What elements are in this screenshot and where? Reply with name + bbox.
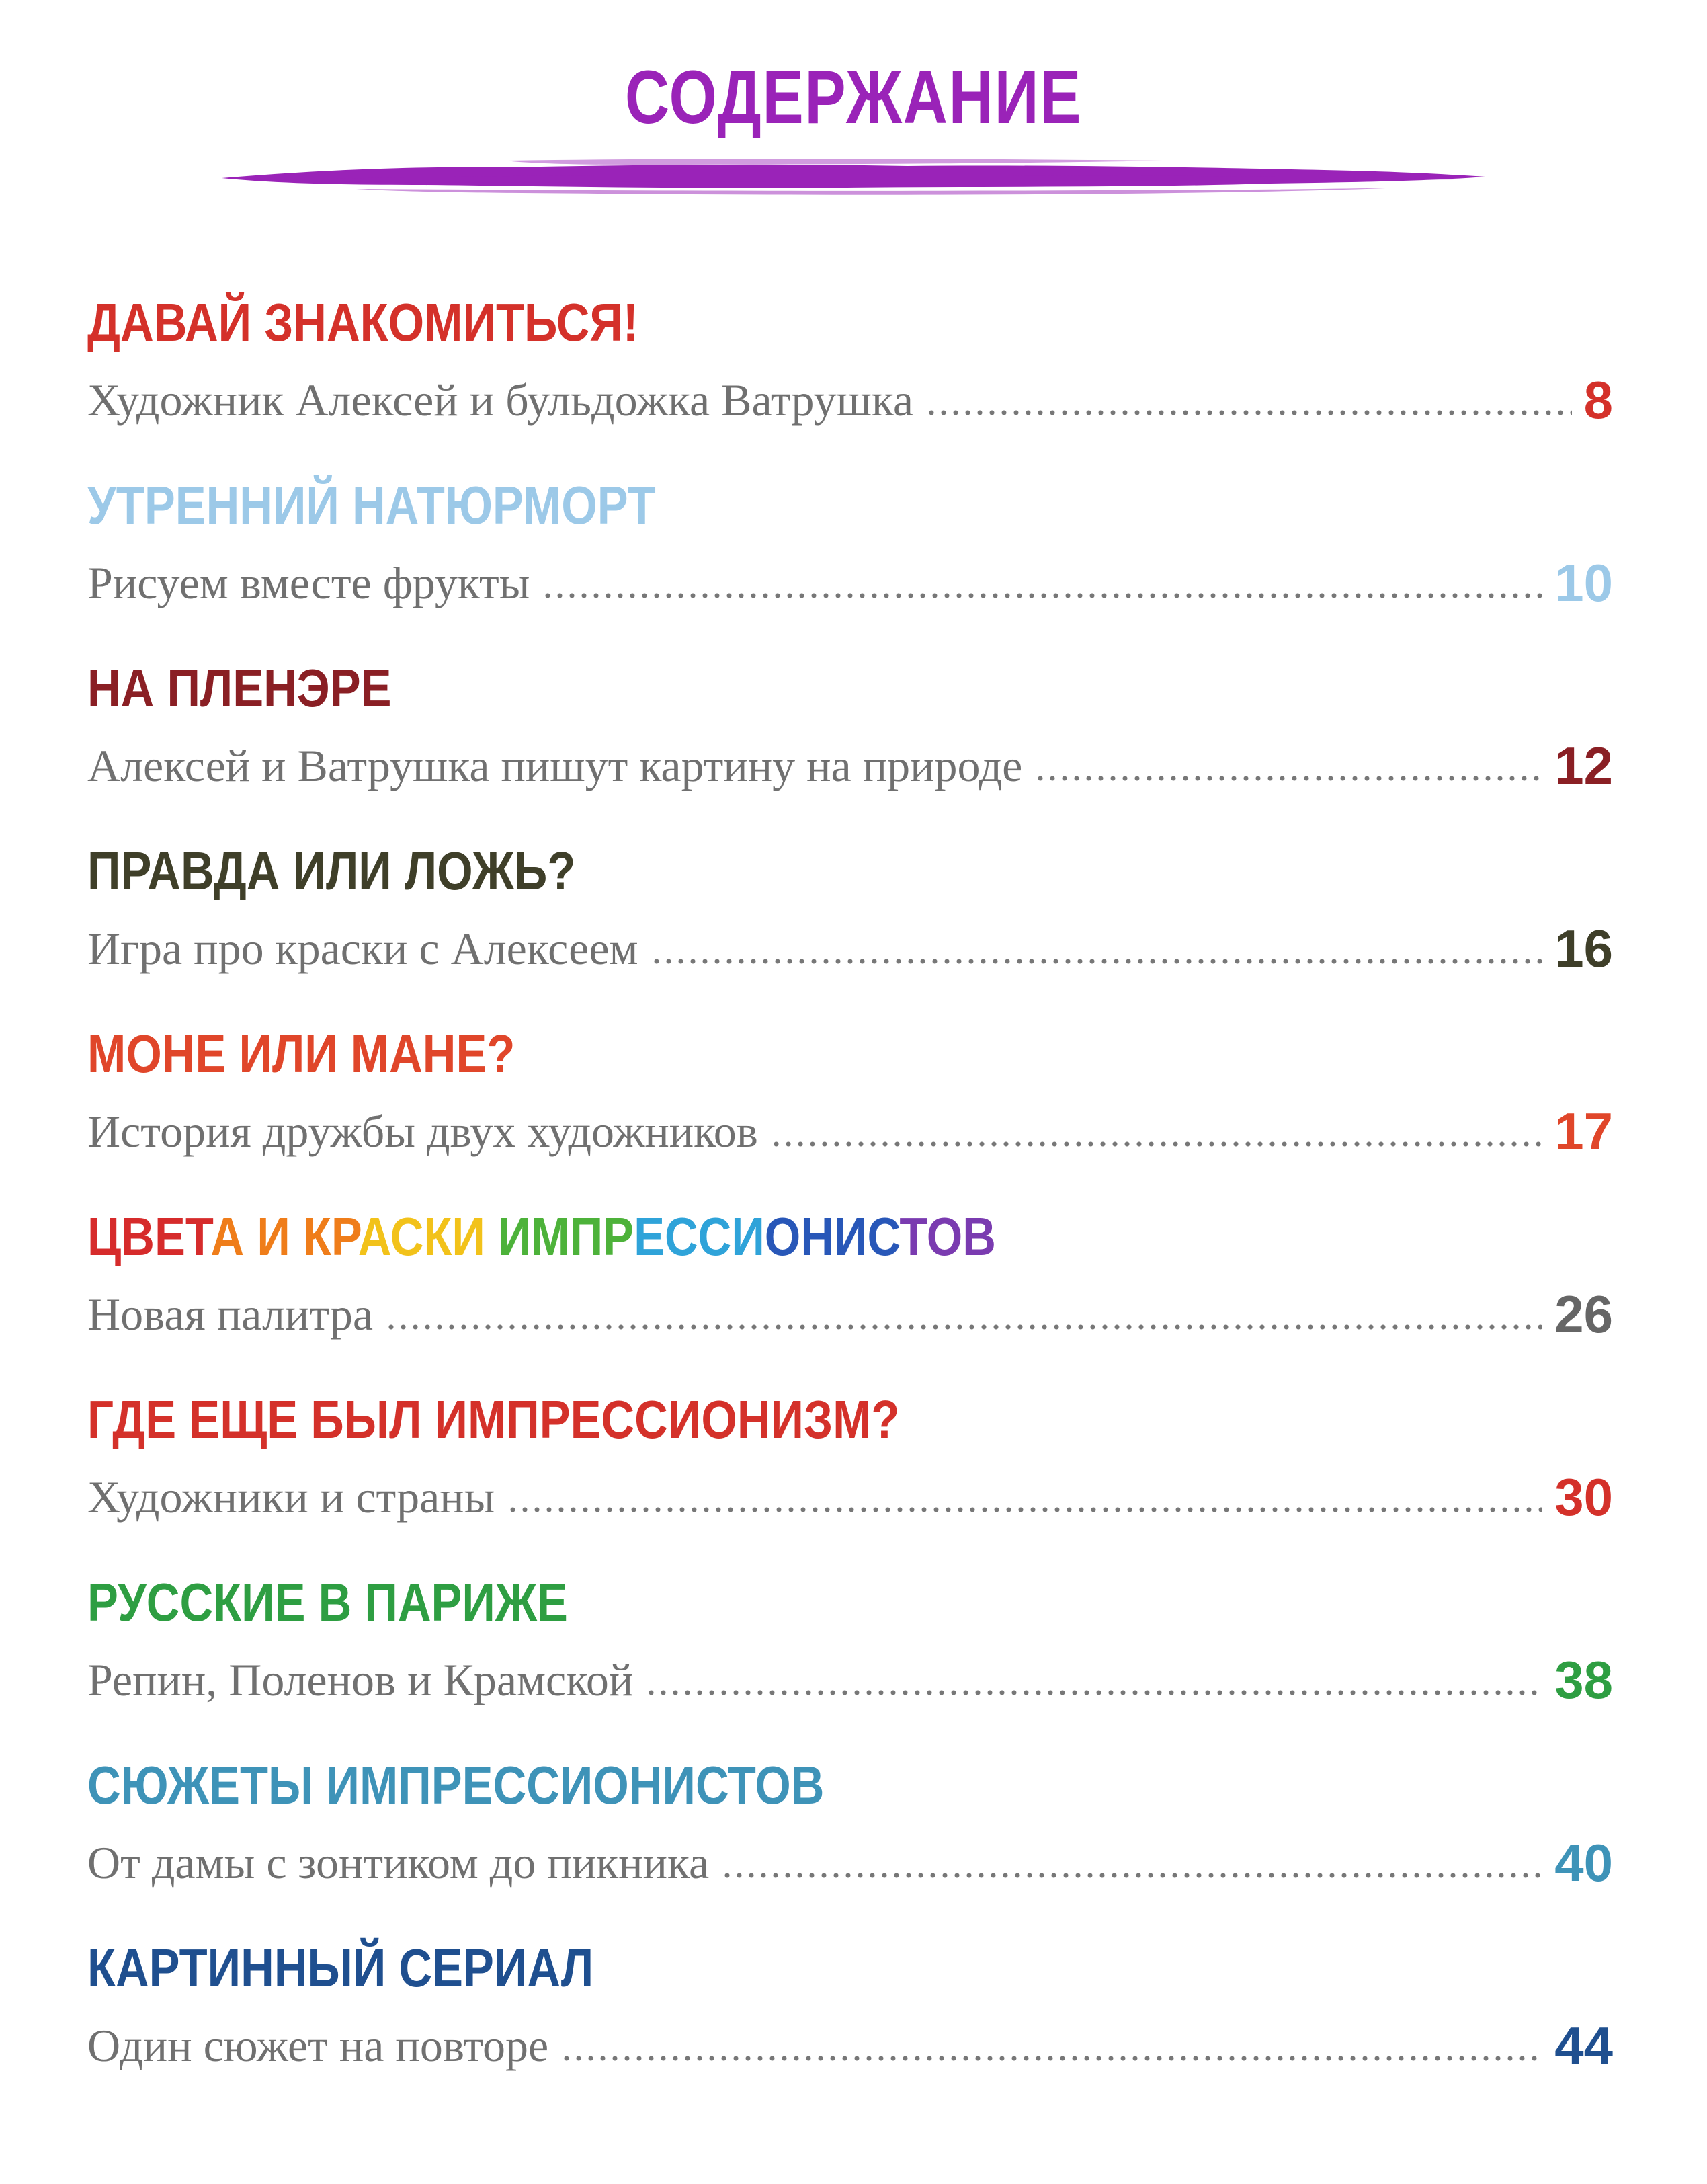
page-number: 8 [1583,370,1613,430]
section-line [87,366,1613,434]
section-title: ПРАВДА ИЛИ ЛОЖЬ? [87,841,576,901]
section-subtitle: Один сюжет на повторе [87,2020,549,2071]
toc-entry[interactable] [87,1935,1613,2117]
section-title: НА ПЛЕНЭРЕ [87,658,392,718]
toc-entry[interactable] [87,1752,1613,1935]
section-title: СЮЖЕТЫ ИМПРЕССИОНИСТОВ [87,1755,825,1815]
section-line [87,1463,1613,1531]
toc-entry[interactable] [87,1020,1613,1203]
section-subtitle: Репин, Поленов и Крамской [87,1654,634,1705]
section-line [87,1281,1613,1348]
toc-entry[interactable] [87,289,1613,472]
dot-leader [560,2054,1542,2063]
section-line [87,732,1613,799]
page-number: 44 [1554,2016,1613,2075]
section-subtitle: Игра про краски с Алексеем [87,923,638,974]
page-number: 16 [1554,919,1613,978]
page-number: 26 [1554,1285,1613,1344]
toc-entry[interactable] [87,472,1613,655]
dot-leader [1034,774,1542,783]
page-number: 40 [1554,1833,1613,1892]
section-line [87,2012,1613,2079]
toc-entry[interactable] [87,655,1613,838]
section-subtitle: От дамы с зонтиком до пикника [87,1837,710,1888]
dot-leader [385,1322,1542,1332]
dot-leader [925,408,1571,417]
dot-leader [507,1505,1542,1514]
toc-entry-list [87,289,1613,2117]
page-number: 12 [1554,736,1613,795]
page-number: 10 [1554,553,1613,612]
section-line [87,915,1613,982]
section-subtitle: Художники и страны [87,1471,495,1523]
dot-leader [770,1139,1542,1149]
page-number: 30 [1554,1467,1613,1527]
toc-entry[interactable] [87,1203,1613,1386]
section-title: УТРЕННИЙ НАТЮРМОРТ [87,475,656,535]
section-title: МОНЕ ИЛИ МАНЕ? [87,1024,515,1084]
section-subtitle: История дружбы двух художников [87,1106,758,1157]
toc-entry[interactable] [87,1569,1613,1752]
dot-leader [645,1688,1542,1697]
toc-entry[interactable] [87,1386,1613,1569]
section-title: ЦВЕТА И КРАСКИ ИМПРЕССИОНИСТОВ [87,1207,996,1266]
section-subtitle: Художник Алексей и бульдожка Ватрушка [87,374,914,426]
brush-stroke-divider [222,151,1485,198]
page-title: СОДЕРЖАНИЕ [624,55,1083,139]
section-title: ГДЕ ЕЩЕ БЫЛ ИМПРЕССИОНИЗМ? [87,1389,900,1449]
section-title: РУССКИЕ В ПАРИЖЕ [87,1572,568,1632]
dot-leader [651,957,1543,966]
section-line [87,1646,1613,1713]
section-title: КАРТИННЫЙ СЕРИАЛ [87,1938,594,1998]
section-subtitle: Новая палитра [87,1289,373,1340]
page-number: 17 [1554,1102,1613,1161]
page-number: 38 [1554,1650,1613,1709]
toc-entry[interactable] [87,838,1613,1020]
section-line [87,549,1613,616]
section-subtitle: Алексей и Ватрушка пишут картину на природе [87,740,1023,791]
section-line [87,1829,1613,1896]
section-subtitle: Рисуем вместе фрукты [87,557,530,608]
dot-leader [542,591,1542,600]
dot-leader [721,1871,1542,1880]
section-title: ДАВАЙ ЗНАКОМИТЬСЯ! [87,292,638,352]
section-line [87,1098,1613,1165]
